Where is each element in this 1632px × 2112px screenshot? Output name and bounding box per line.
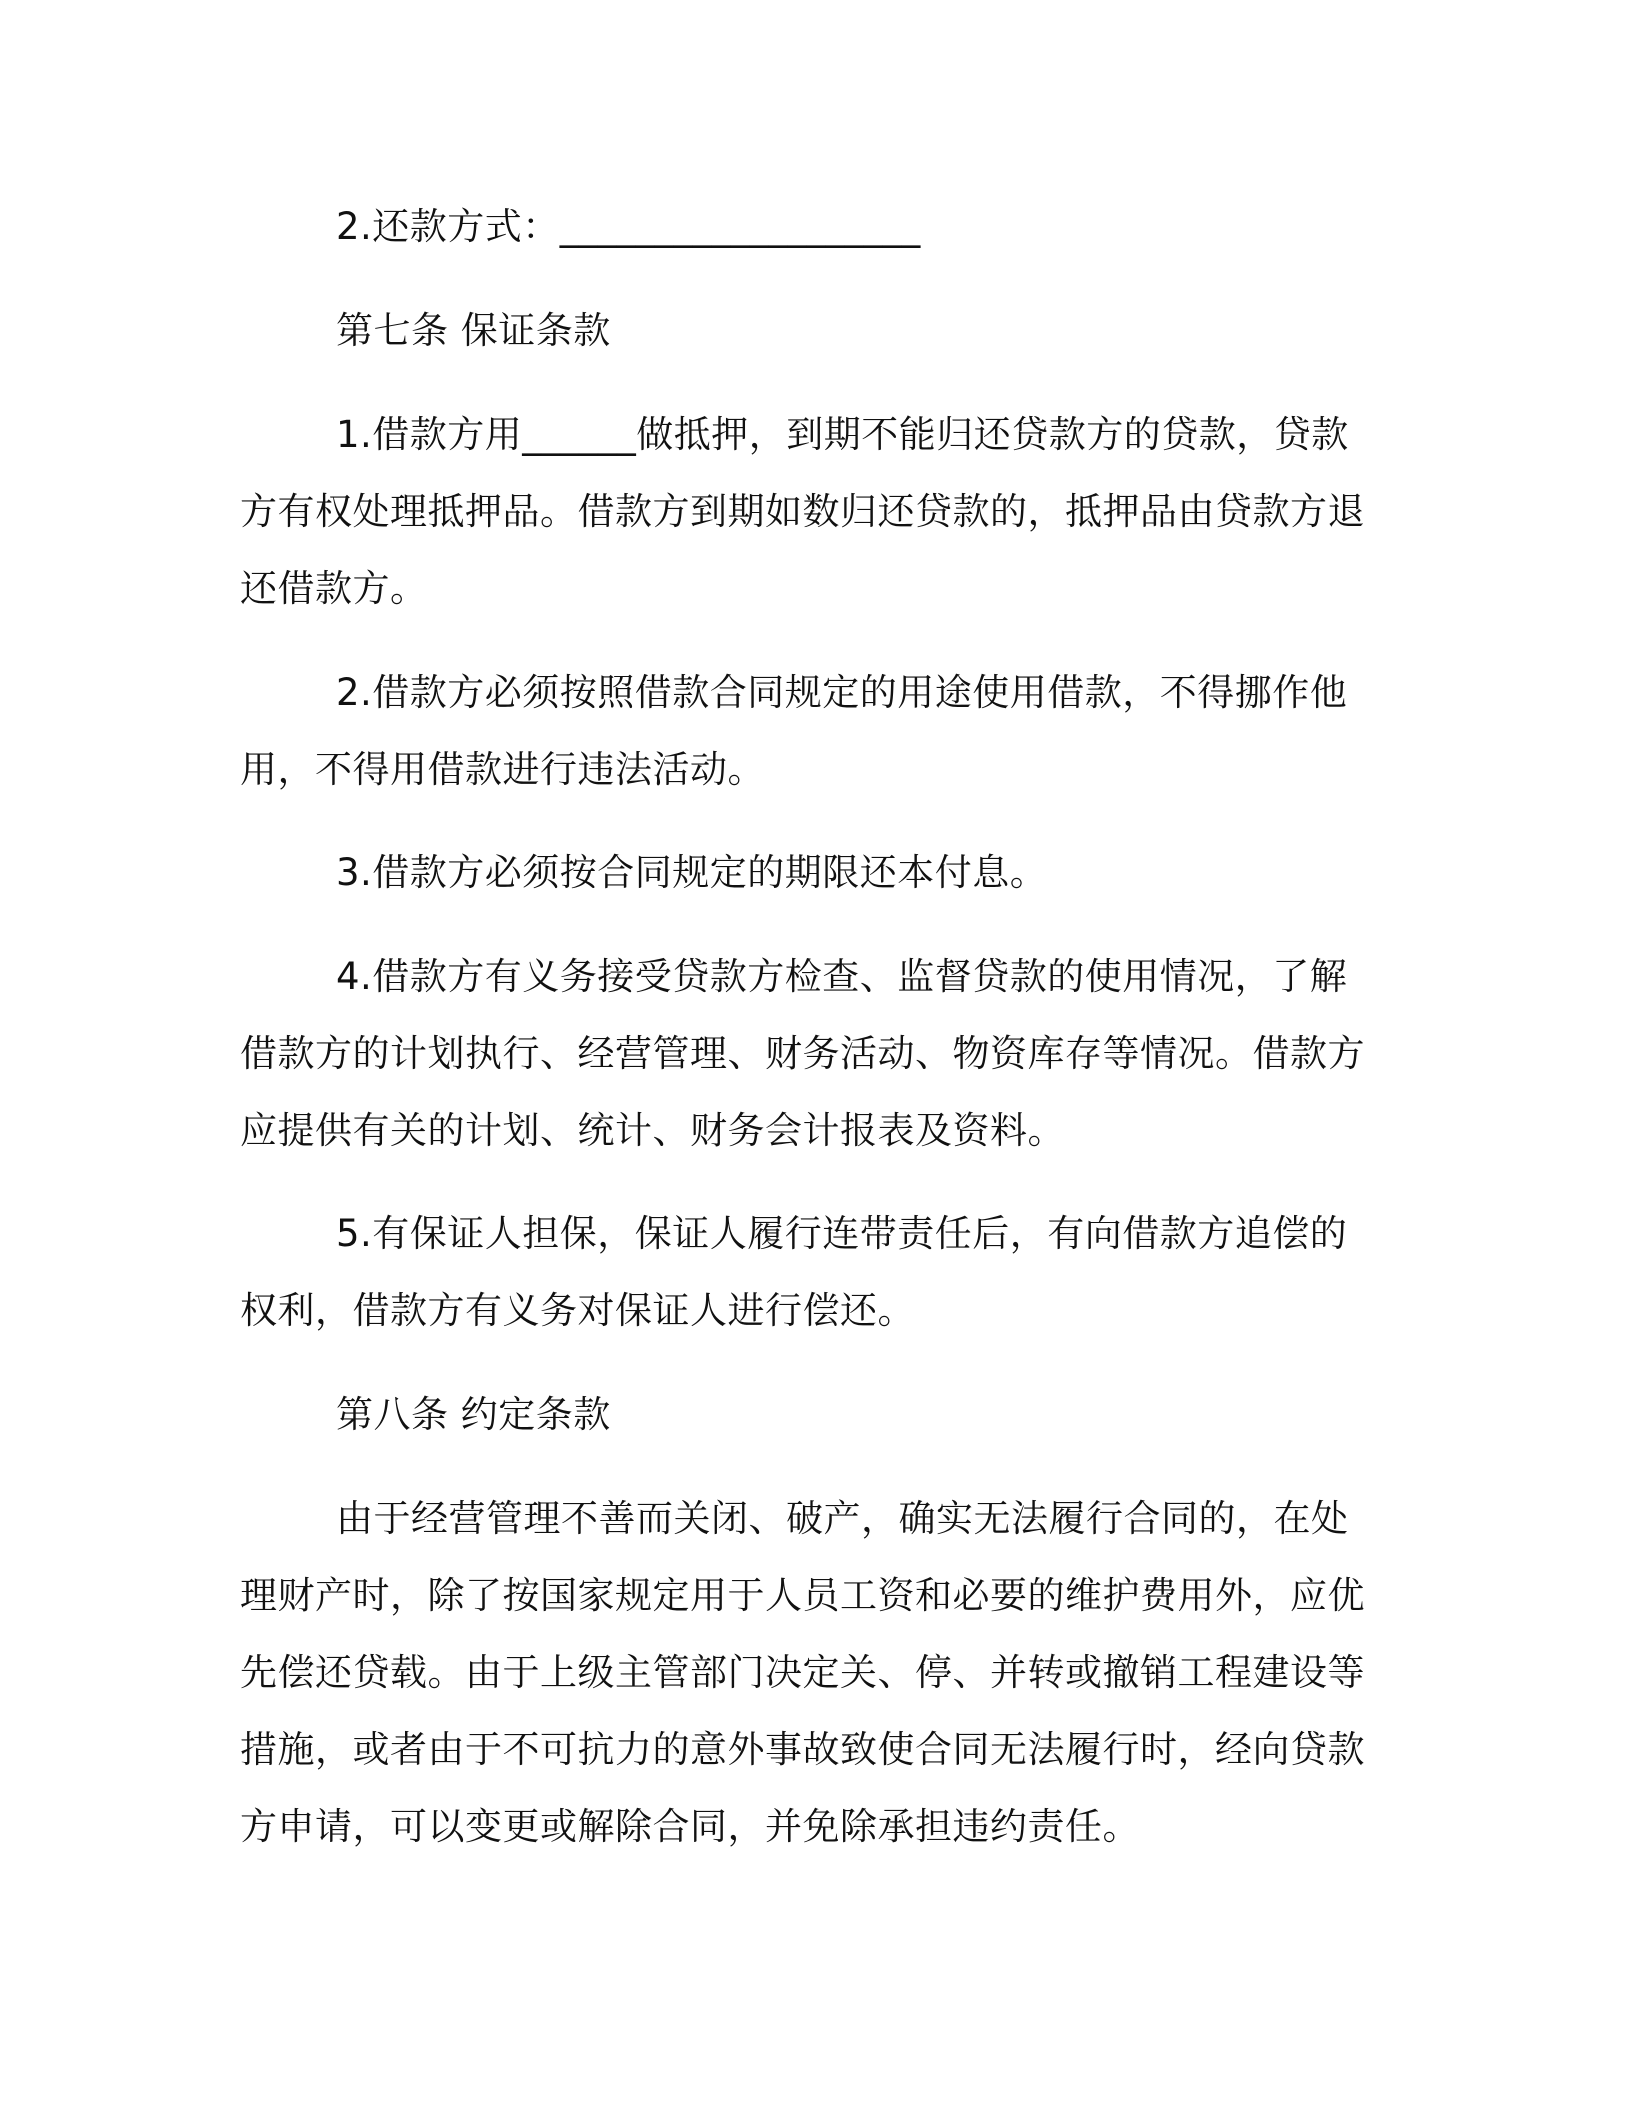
guarantee-clause-5: 5.有保证人担保，保证人履行连带责任后，有向借款方追偿的权利，借款方有义务对保证人进行偿还。 [240,1212,1348,1332]
article-8-heading: 第八条 约定条款 [336,1393,611,1436]
article-7-heading: 第七条 保证条款 [336,309,611,352]
agreed-terms-clause: 由于经营管理不善而关闭、破产，确实无法履行合同的，在处理财产时，除了按国家规定用于人员工资和必要的维护费用外，应优先偿还贷载。由于上级主管部门决定关、停、并转或撤销工程建设等措施，或者由于不可抗力的意外事故致使合同无法履行时，经向贷款方申请，可以变更或解除合同，并免除承担违约责任。 [240,1497,1365,1848]
repayment-method-clause: 2.还款方式：___________________ [336,205,921,248]
guarantee-clause-1: 1.借款方用______做抵押，到期不能归还贷款方的贷款，贷款方有权处理抵押品。借款方到期如数归还贷款的，抵押品由贷款方退还借款方。 [240,413,1365,610]
guarantee-clause-4: 4.借款方有义务接受贷款方检查、监督贷款的使用情况，了解借款方的计划执行、经营管理、财务活动、物资库存等情况。借款方应提供有关的计划、统计、财务会计报表及资料。 [240,955,1365,1152]
document-page [240,188,1380,1865]
guarantee-clause-3: 3.借款方必须按合同规定的期限还本付息。 [336,851,1048,894]
guarantee-clause-2: 2.借款方必须按照借款合同规定的用途使用借款，不得挪作他用，不得用借款进行违法活动。 [240,671,1348,791]
